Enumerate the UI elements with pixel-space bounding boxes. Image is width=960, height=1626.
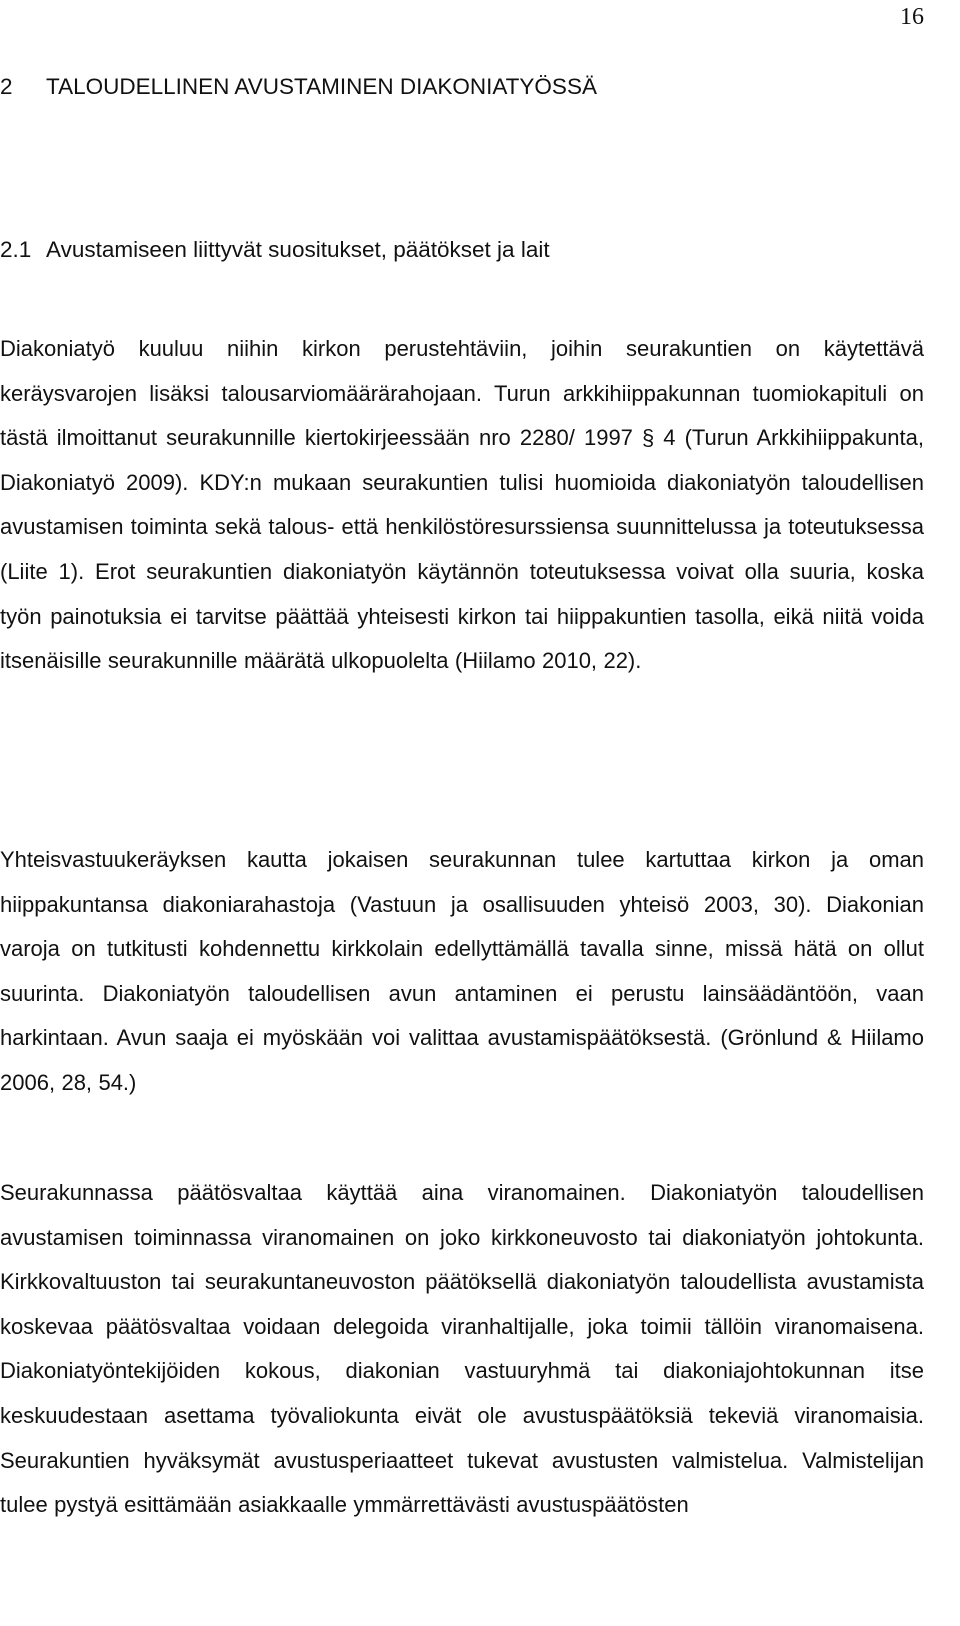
- body-paragraph-1: Diakoniatyö kuuluu niihin kirkon perustehtäviin, joihin seurakuntien on käytettävä keräysvarojen lisäksi talousarviomäärärahojaan. Turun arkkihiippakunnan tuomiokapituli on tästä ilmoittanut seurakunnille kiertokirjeessään nro 2280/ 1997 § 4 (Turun Arkkihiippakunta, Diakoniatyö 2009). KDY:n mukaan seurakuntien tulisi huomioida diakoniatyön taloudellisen avustamisen toiminta sekä talous- että henkilöstöresurssiensa suunnittelussa ja toteutuksessa (Liite 1). Erot seurakuntien diakoniatyön käytännön toteutuksessa voivat olla suuria, koska työn painotuksia ei tarvitse päättää yhteisesti kirkon tai hiippakuntien tasolla, eikä niitä voida itsenäisille seurakunnille määrätä ulkopuolelta (Hiilamo 2010, 22).: [0, 336, 924, 674]
- body-paragraph-3: Seurakunnassa päätösvaltaa käyttää aina viranomainen. Diakoniatyön taloudellisen avustamisen toiminnassa viranomainen on joko kirkkoneuvosto tai diakoniatyön johtokunta. Kirkkovaltuuston tai seurakuntaneuvoston päätöksellä diakoniatyön taloudellista avustamista koskevaa päätösvaltaa voidaan delegoida viranhaltijalle, joka toimii tällöin viranomaisena. Diakoniatyöntekijöiden kokous, diakonian vastuuryhmä tai diakoniajohtokunnan itse keskuudestaan asettama työvaliokunta eivät ole avustuspäätöksiä tekeviä viranomaisia. Seurakuntien hyväksymät avustusperiaatteet tukevat avustusten valmistelua. Valmistelijan tulee pystyä esittämään asiakkaalle ymmärrettävästi avustuspäätösten: [0, 1180, 924, 1518]
- section-heading: [0, 237, 550, 263]
- chapter-heading: [0, 74, 597, 100]
- section-title: Avustamiseen liittyvät suositukset, päätökset ja lait: [46, 237, 550, 262]
- chapter-title: TALOUDELLINEN AVUSTAMINEN DIAKONIATYÖSSÄ: [46, 74, 597, 99]
- chapter-number: 2: [0, 74, 13, 99]
- page-number: 16: [900, 4, 924, 30]
- section-number: 2.1: [0, 237, 32, 262]
- body-paragraph-2: Yhteisvastuukeräyksen kautta jokaisen seurakunnan tulee kartuttaa kirkon ja oman hiippakuntansa diakoniarahastoja (Vastuun ja osallisuuden yhteisö 2003, 30). Diakonian varoja on tutkitusti kohdennettu kirkkolain edellyttämällä tavalla sinne, missä hätä on ollut suurinta. Diakoniatyön taloudellisen avun antaminen ei perustu lainsäädäntöön, vaan harkintaan. Avun saaja ei myöskään voi valittaa avustamispäätöksestä. (Grönlund & Hiilamo 2006, 28, 54.): [0, 847, 924, 1095]
